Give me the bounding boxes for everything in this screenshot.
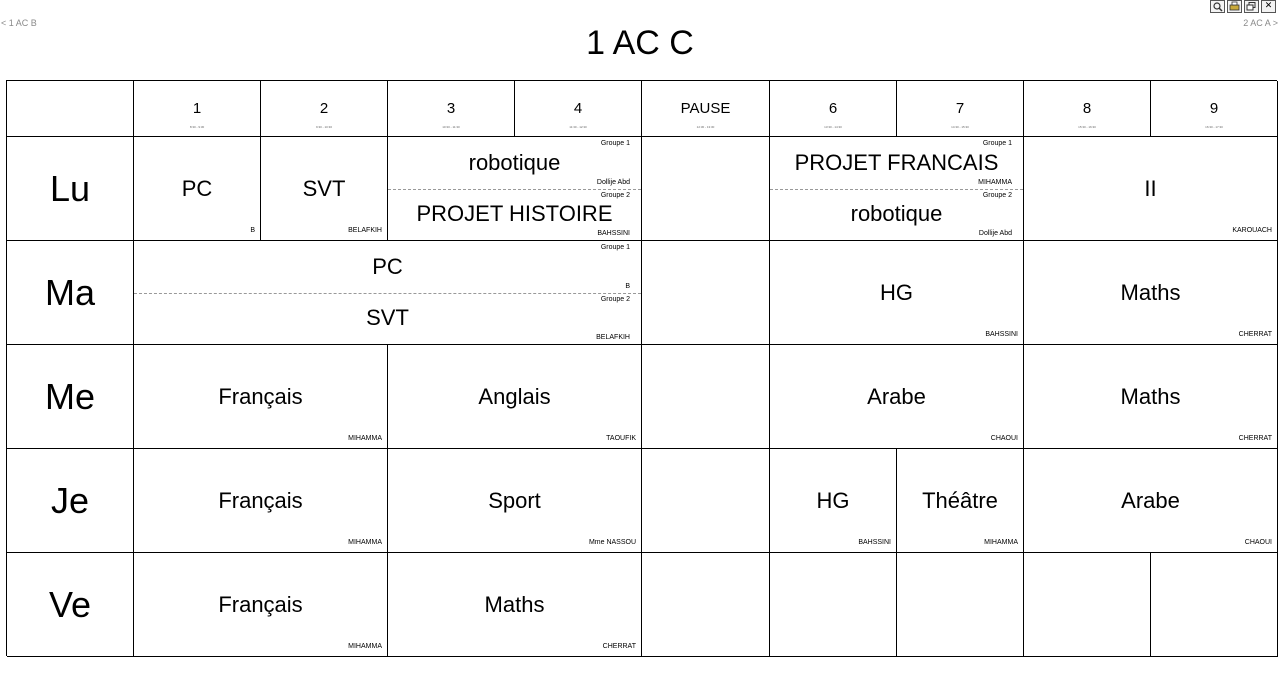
day-label: Ma: [7, 241, 134, 345]
period-header: [897, 81, 1024, 137]
preview-icon[interactable]: [1210, 0, 1225, 13]
empty-slot: [1024, 553, 1151, 657]
period-header: [261, 81, 388, 137]
teacher-name: BAHSSINI: [985, 331, 1018, 338]
subject-name: Maths: [484, 591, 545, 617]
group-label: Groupe 2: [600, 191, 630, 199]
group-half-top: [134, 241, 641, 294]
day-label: Je: [7, 449, 134, 553]
group-half-bottom: [134, 293, 641, 345]
lesson-cell[interactable]: [897, 449, 1024, 553]
teacher-name: BAHSSINI: [858, 539, 891, 546]
teacher-name: Dollije Abd: [978, 230, 1012, 237]
subject-name: SVT: [366, 305, 409, 331]
period-time: 16:30 - 17:30: [1205, 125, 1223, 129]
subject-name: PC: [181, 175, 213, 201]
period-label: PAUSE: [680, 100, 731, 117]
subject-name: Français: [218, 591, 303, 617]
lesson-cell[interactable]: [1024, 449, 1278, 553]
teacher-name: TAOUFIK: [606, 435, 636, 442]
period-label: 7: [955, 100, 965, 117]
subject-name: robotique: [850, 201, 943, 227]
period-header: [1024, 81, 1151, 137]
period-label: 2: [319, 100, 329, 117]
window-toolbar: [1210, 0, 1276, 13]
split-lesson-cell[interactable]: [770, 137, 1024, 241]
teacher-name: BELAFKIH: [596, 334, 630, 341]
subject-name: SVT: [302, 175, 346, 201]
lesson-cell[interactable]: [388, 449, 642, 553]
period-time: 13:30 - 14:30: [824, 125, 842, 129]
group-label: Groupe 1: [982, 140, 1012, 147]
teacher-name: Dollije Abd: [596, 178, 630, 186]
teacher-name: CHERRAT: [1238, 331, 1272, 338]
close-icon[interactable]: ✕: [1261, 0, 1276, 13]
teacher-name: KAROUACH: [1232, 227, 1272, 234]
teacher-name: CHAOUI: [990, 435, 1018, 442]
timetable-grid: [6, 80, 1277, 656]
teacher-name: CHAOUI: [1244, 539, 1272, 546]
group-half-top: [388, 137, 641, 190]
lesson-cell[interactable]: [1024, 345, 1278, 449]
empty-slot: [1151, 553, 1278, 657]
group-label: Groupe 2: [600, 295, 630, 303]
empty-slot: [642, 345, 770, 449]
subject-name: II: [1144, 175, 1157, 201]
lesson-cell[interactable]: [1024, 137, 1278, 241]
period-time: 15:30 - 16:30: [1078, 125, 1096, 129]
period-label: 1: [192, 100, 202, 117]
subject-name: Maths: [1120, 279, 1181, 305]
restore-icon[interactable]: [1244, 0, 1259, 13]
previous-class-link[interactable]: < 1 AC B: [1, 18, 37, 28]
period-label: 3: [446, 100, 456, 117]
subject-name: Français: [218, 383, 303, 409]
lesson-cell[interactable]: [388, 345, 642, 449]
teacher-name: MIHAMMA: [984, 539, 1018, 546]
page-title: 1 AC C: [586, 24, 694, 62]
group-half-bottom: [770, 189, 1023, 241]
period-time: 10:30 - 11:30: [442, 125, 460, 129]
lesson-cell[interactable]: [134, 553, 388, 657]
lesson-cell[interactable]: [134, 449, 388, 553]
subject-name: robotique: [468, 149, 561, 175]
period-time: 11:30 - 12:30: [569, 125, 587, 129]
empty-slot: [642, 137, 770, 241]
teacher-name: MIHAMMA: [978, 178, 1012, 186]
split-lesson-cell[interactable]: [388, 137, 642, 241]
teacher-name: MIHAMMA: [348, 435, 382, 442]
teacher-name: BAHSSINI: [597, 230, 630, 237]
period-label: 8: [1082, 100, 1092, 117]
subject-name: Arabe: [1121, 487, 1180, 513]
next-class-link[interactable]: 2 AC A >: [1243, 18, 1278, 28]
teacher-name: Mme NASSOU: [588, 539, 636, 546]
teacher-name: MIHAMMA: [348, 643, 382, 650]
day-label: Ve: [7, 553, 134, 657]
subject-name: PROJET FRANCAIS: [794, 149, 999, 175]
subject-name: Anglais: [478, 383, 551, 409]
teacher-name: B: [625, 282, 630, 290]
subject-name: HG: [816, 487, 850, 513]
lesson-cell[interactable]: [388, 553, 642, 657]
empty-slot: [770, 553, 897, 657]
lesson-cell[interactable]: [134, 137, 261, 241]
day-label: Me: [7, 345, 134, 449]
empty-slot: [897, 553, 1024, 657]
period-header: [1151, 81, 1278, 137]
teacher-name: B: [250, 227, 255, 234]
group-label: Groupe 1: [600, 140, 630, 147]
period-time: 8:30 - 9:30: [189, 125, 205, 129]
group-label: Groupe 2: [982, 191, 1012, 199]
teacher-name: MIHAMMA: [348, 539, 382, 546]
subject-name: Maths: [1120, 383, 1181, 409]
subject-name: PC: [372, 253, 403, 279]
period-time: 9:30 - 10:30: [315, 125, 332, 129]
teacher-name: CHERRAT: [1238, 435, 1272, 442]
period-header: [770, 81, 897, 137]
period-label: 6: [828, 100, 838, 117]
teacher-name: BELAFKIH: [348, 227, 382, 234]
subject-name: Sport: [488, 487, 541, 513]
subject-name: Théâtre: [922, 487, 998, 513]
period-time: 12:30 - 13:30: [696, 125, 715, 129]
lesson-cell[interactable]: [770, 241, 1024, 345]
print-icon[interactable]: [1227, 0, 1242, 13]
empty-slot: [642, 449, 770, 553]
subject-name: PROJET HISTOIRE: [416, 201, 613, 227]
corner-cell: [7, 81, 134, 137]
lesson-cell[interactable]: [134, 345, 388, 449]
group-half-top: [770, 137, 1023, 190]
lesson-cell[interactable]: [770, 449, 897, 553]
empty-slot: [642, 241, 770, 345]
period-label: 9: [1209, 100, 1219, 117]
lesson-cell[interactable]: [1024, 241, 1278, 345]
group-label: Groupe 1: [600, 244, 630, 251]
subject-name: Français: [218, 487, 303, 513]
split-lesson-cell[interactable]: [134, 241, 642, 345]
period-header: [515, 81, 642, 137]
period-header: [134, 81, 261, 137]
period-time: 14:30 - 15:30: [951, 125, 969, 129]
day-label: Lu: [7, 137, 134, 241]
period-label: 4: [573, 100, 583, 117]
subject-name: Arabe: [867, 383, 926, 409]
lesson-cell[interactable]: [261, 137, 388, 241]
group-half-bottom: [388, 189, 641, 241]
empty-slot: [642, 553, 770, 657]
teacher-name: CHERRAT: [602, 643, 636, 650]
lesson-cell[interactable]: [770, 345, 1024, 449]
period-header: [642, 81, 770, 137]
subject-name: HG: [880, 279, 913, 305]
period-header: [388, 81, 515, 137]
